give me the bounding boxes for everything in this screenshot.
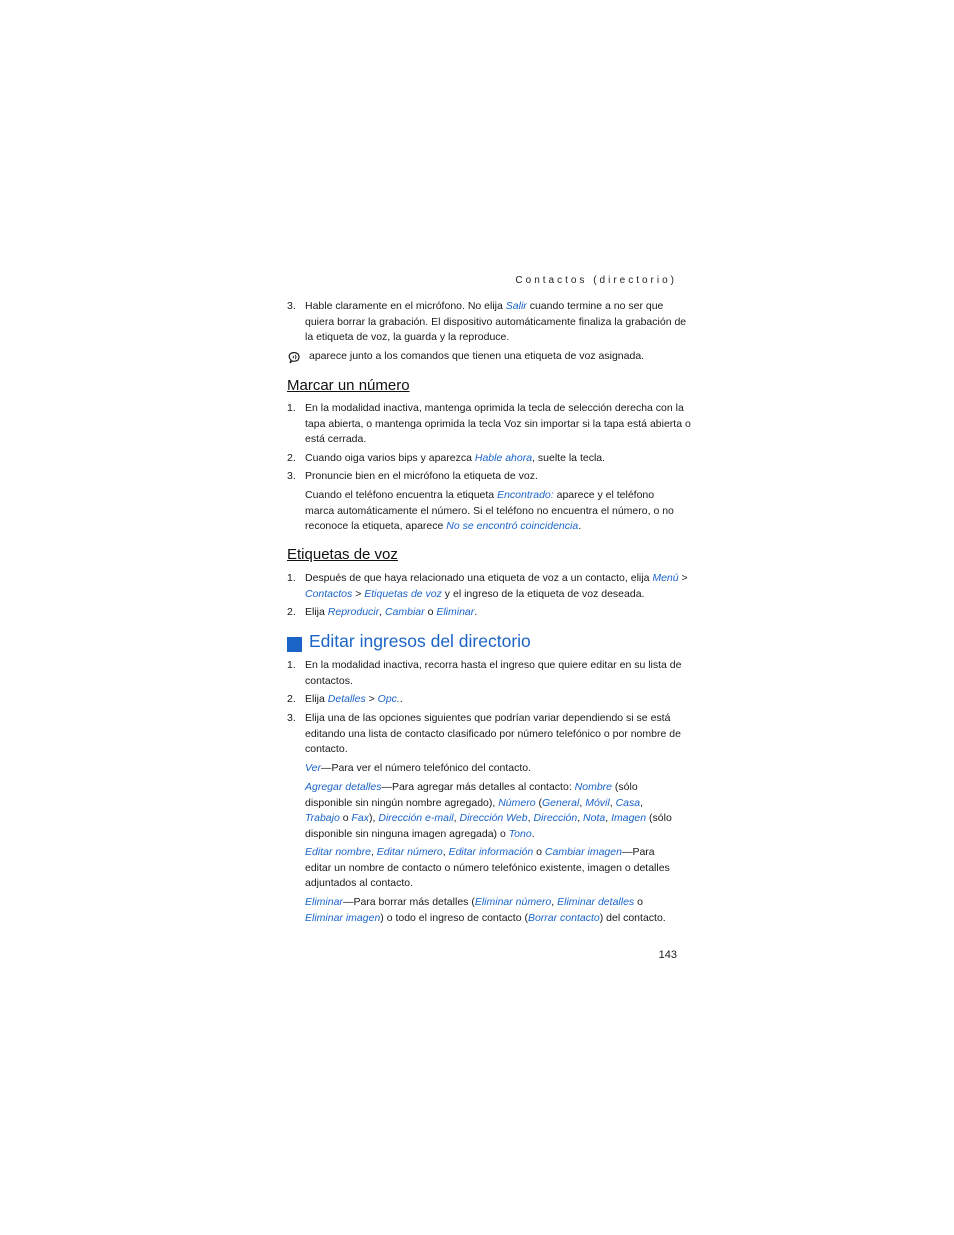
display-encontrado: Encontrado: (497, 489, 554, 501)
step-marcar-3: 3. Pronuncie bien en el micrófono la etiqueta de voz. (287, 469, 695, 485)
step-editar-3: 3. Elija una de las opciones siguientes que podrían variar dependiendo si se está editando una lista de contacto clasificado por número telefónico o por nombre de contacto. (287, 712, 681, 756)
step-marcar-1: 1. En la modalidad inactiva, mantenga oprimida la tecla de selección derecha con la tapa abierta, o mantenga oprimida la tecla Voz sin importar si la tapa está abierta o está cerrada. (287, 402, 691, 446)
chapter-heading-editar: Editar ingresos del directorio (287, 634, 531, 650)
step-number: 1. (287, 402, 296, 414)
marcar-result-paragraph: Cuando el teléfono encuentra la etiqueta Encontrado: aparece y el teléfono marca automáticamente el número. Si el teléfono no encuentra el número, o no reconoce la etiqueta, aparece No se encontró coincidencia. (305, 489, 674, 533)
step-number: 1. (287, 659, 296, 671)
step-editar-1: 1. En la modalidad inactiva, recorra hasta el ingreso que quiere editar en su lista de contactos. (287, 659, 682, 687)
step-number: 2. (287, 452, 296, 464)
display-hable-ahora: Hable ahora (474, 452, 533, 464)
section-heading-etiquetas: Etiquetas de voz (287, 546, 398, 563)
option-name: Ver (305, 762, 321, 774)
option-name: Eliminar (305, 896, 343, 908)
menu-path-detalles: Detalles (327, 693, 366, 705)
option-name: Agregar detalles (305, 781, 382, 793)
step-record-3: 3. Hable claramente en el micrófono. No elija Salir cuando termine a no ser que quiera borrar la grabación. El dispositivo automáticamente finaliza la grabación de la etiqueta de voz, la guarda y la reproduce. (287, 300, 687, 344)
option-cambiar: Cambiar (384, 606, 425, 618)
menu-path-contactos: Contactos (305, 587, 353, 600)
option-name: Editar nombre (305, 846, 371, 858)
option-reproducir: Reproducir (327, 606, 380, 618)
menu-path-opc: Opc. (377, 693, 400, 705)
step-number: 3. (287, 300, 296, 312)
step-number: 3. (287, 712, 296, 724)
softkey-salir: Salir (505, 300, 527, 312)
voice-tag-icon (287, 350, 301, 364)
menu-path-menu: Menú (652, 572, 679, 584)
display-no-coincidencia: No se encontró coincidencia (446, 520, 579, 533)
step-marcar-2: 2. Cuando oiga varios bips y aparezca Hable ahora, suelte la tecla. (287, 451, 695, 467)
page-number: 143 (658, 949, 677, 961)
option-editar: Editar nombre, Editar número, Editar información o Cambiar imagen—Para editar un nombre de contacto o número telefónico existente, imagen o detalles adjuntados al contacto. (305, 846, 670, 890)
step-number: 3. (287, 470, 296, 482)
step-etiquetas-2: 2. Elija Reproducir, Cambiar o Eliminar. (287, 605, 695, 621)
option-agregar-detalles: Agregar detalles—Para agregar más detalles al contacto: Nombre (sólo disponible sin ningún nombre agregado), Número (General, Móvil, Casa, Trabajo o Fax), Dirección e-mail, Dirección Web, Dirección, Nota, Imagen (sólo disponible sin ninguna imagen agregada) o Tono. (305, 781, 672, 840)
step-editar-2: 2. Elija Detalles > Opc.. (287, 692, 695, 708)
option-ver: Ver—Para ver el número telefónico del contacto. (305, 762, 532, 774)
menu-path-etiquetas: Etiquetas de voz (364, 587, 442, 600)
option-eliminar: Eliminar (436, 606, 475, 618)
step-number: 2. (287, 606, 296, 618)
step-number: 2. (287, 693, 296, 705)
running-header: Contactos (directorio) (515, 275, 677, 286)
option-eliminar-detail: Eliminar—Para borrar más detalles (Eliminar número, Eliminar detalles o Eliminar imagen) o todo el ingreso de contacto (Borrar contacto) del contacto. (305, 896, 666, 924)
step-number: 1. (287, 572, 296, 584)
heading-square-icon (287, 637, 302, 652)
voice-tag-note: aparece junto a los comandos que tienen una etiqueta de voz asignada. (287, 349, 699, 365)
step-etiquetas-1: 1. Después de que haya relacionado una etiqueta de voz a un contacto, elija Menú > Contactos > Etiquetas de voz y el ingreso de la etiqueta de voz deseada. (287, 572, 688, 600)
section-heading-marcar: Marcar un número (287, 377, 410, 394)
